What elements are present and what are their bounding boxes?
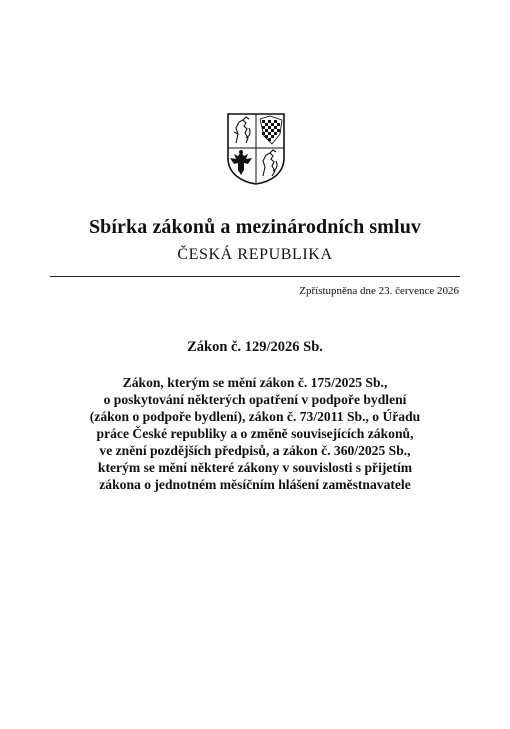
country-name: ČESKÁ REPUBLIKA (177, 246, 333, 263)
law-number: Zákon č. 129/2026 Sb. (187, 339, 323, 355)
law-title-line: zákona o jednotném měsíčním hlášení zaměstnavatele (99, 477, 411, 492)
law-title-line: (zákon o podpoře bydlení), zákon č. 73/2011 Sb., o Úřadu (89, 409, 421, 424)
law-title-line: o poskytování některých opatření v podpoře bydlení (103, 392, 407, 407)
law-title (75, 374, 435, 493)
coat-of-arms-icon (226, 112, 286, 186)
law-title-line: Zákon, kterým se mění zákon č. 175/2025 Sb., (122, 375, 388, 390)
collection-title: Sbírka zákonů a mezinárodních smluv (88, 216, 422, 238)
law-title-line: kterým se mění některé zákony v souvislosti s přijetím (97, 460, 413, 475)
header-divider (50, 276, 460, 277)
publication-date: Zpřístupněna dne 23. července 2026 (299, 285, 459, 297)
law-title-line: ve znění pozdějších předpisů, a zákon č. 360/2025 Sb., (99, 443, 411, 458)
law-title-line: práce České republiky a o změně souvisejících zákonů, (96, 426, 414, 441)
